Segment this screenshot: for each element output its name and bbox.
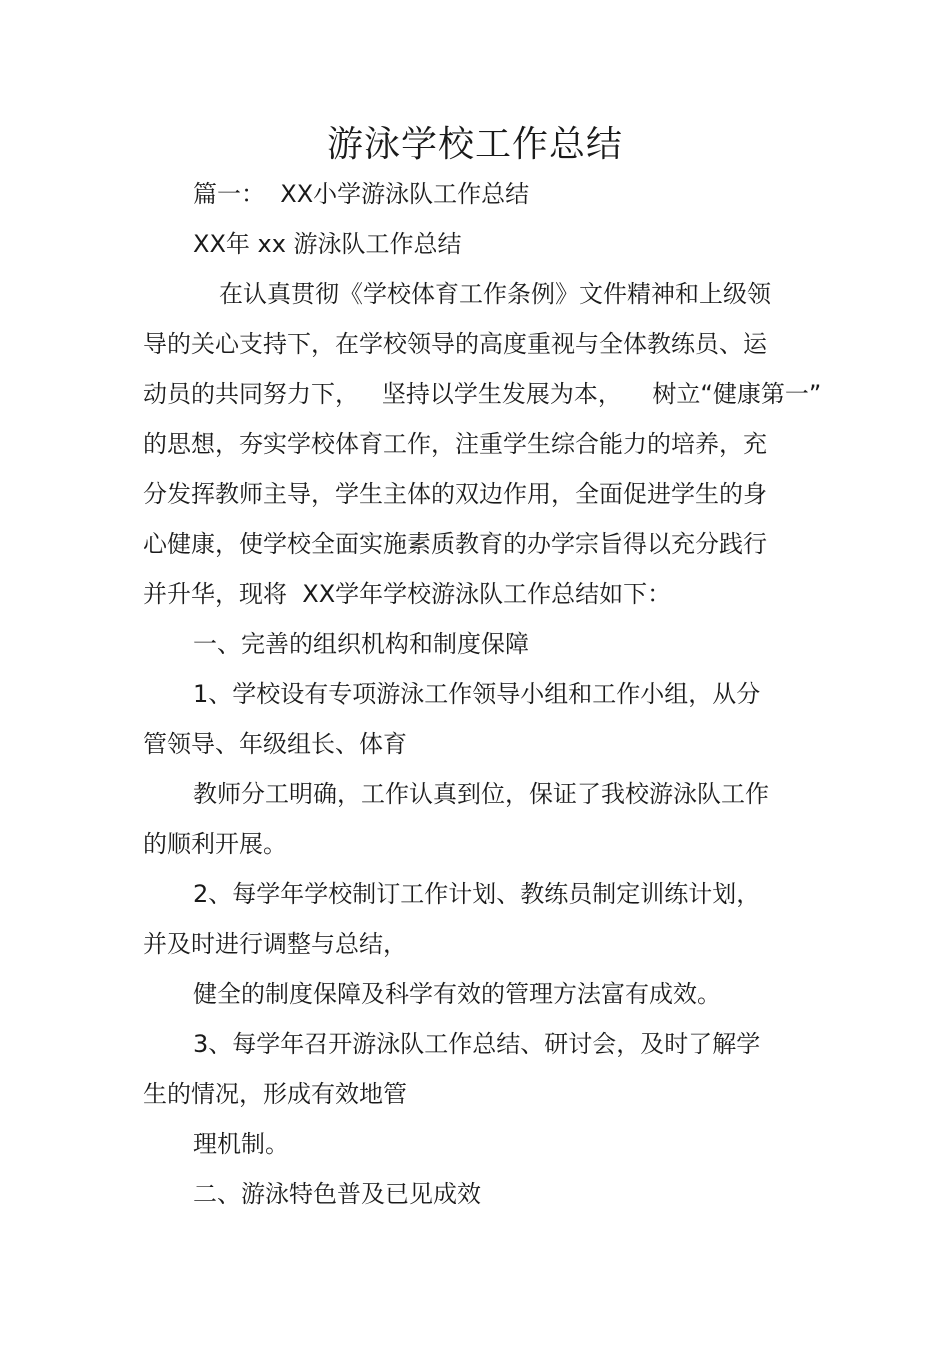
sub-title: XX年 xx 游泳队工作总结	[193, 230, 462, 258]
paragraph-line: 在认真贯彻《学校体育工作条例》文件精神和上级领	[219, 280, 771, 308]
paragraph-line: 2、每学年学校制订工作计划、教练员制定训练计划，	[193, 880, 761, 908]
paragraph-line: 生的情况，形成有效地管	[143, 1080, 407, 1108]
section-heading: 一、完善的组织机构和制度保障	[193, 630, 529, 658]
paragraph-line: 导的关心支持下，在学校领导的高度重视与全体教练员、运	[143, 330, 767, 358]
section-heading-part-one: 篇一： XX小学游泳队工作总结	[193, 180, 530, 208]
paragraph-line: 心健康，使学校全面实施素质教育的办学宗旨得以充分践行	[143, 530, 767, 558]
paragraph-line: 1、学校设有专项游泳工作领导小组和工作小组，从分	[193, 680, 761, 708]
document-title: 游泳学校工作总结	[326, 124, 623, 165]
paragraph-line: 并升华，现将 XX学年学校游泳队工作总结如下：	[143, 580, 672, 608]
paragraph-line: 3、每学年召开游泳队工作总结、研讨会，及时了解学	[193, 1030, 761, 1058]
paragraph-line: 分发挥教师主导，学生主体的双边作用，全面促进学生的身	[143, 480, 767, 508]
paragraph-line: 的顺利开展。	[143, 830, 287, 858]
paragraph-line: 健全的制度保障及科学有效的管理方法富有成效。	[193, 980, 721, 1008]
paragraph-line: 理机制。	[193, 1130, 289, 1158]
section-heading: 二、游泳特色普及已见成效	[193, 1180, 481, 1208]
paragraph-line: 管领导、年级组长、体育	[143, 730, 407, 758]
paragraph-line: 教师分工明确，工作认真到位，保证了我校游泳队工作	[193, 780, 769, 808]
paragraph-line: 的思想，夯实学校体育工作，注重学生综合能力的培养，充	[143, 430, 767, 458]
paragraph-line: 并及时进行调整与总结，	[143, 930, 407, 958]
paragraph-line: 动员的共同努力下， 坚持以学生发展为本， 树立“健康第一”	[143, 380, 822, 408]
